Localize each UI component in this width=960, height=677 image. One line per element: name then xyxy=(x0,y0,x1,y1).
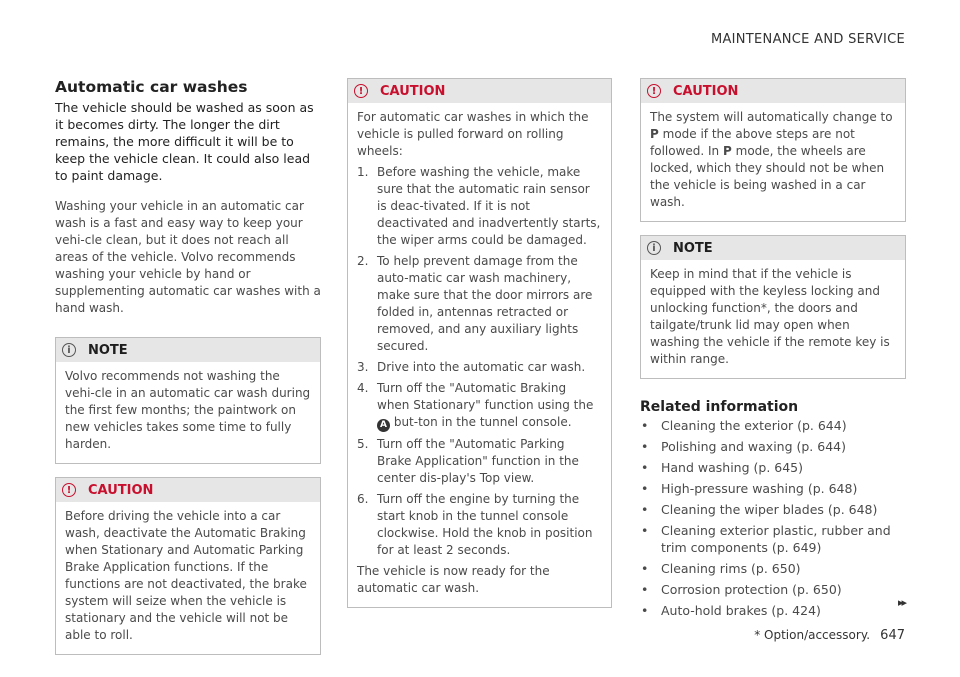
gear-letter: P xyxy=(650,127,659,141)
step-item xyxy=(357,359,602,376)
note-box xyxy=(55,337,321,464)
page-footer xyxy=(754,628,905,643)
related-link[interactable]: Cleaning the wiper blades (p. 648) xyxy=(661,502,878,517)
caution-text: Before driving the vehicle into a car wash, deactivate the Automatic Braking when Stationary and Automatic Parking Brake Application functions. If the functions are not deactivated, the brake system will seize when the vehicle is stationary and the vehicle will not be able to roll. xyxy=(65,509,307,642)
related-link[interactable]: Auto-hold brakes (p. 424) xyxy=(661,603,821,618)
list-item[interactable] xyxy=(640,480,906,497)
related-link[interactable]: Cleaning exterior plastic, rubber and trim components (p. 649) xyxy=(661,523,891,555)
list-item[interactable] xyxy=(640,602,906,619)
caution-outro: The vehicle is now ready for the automatic car wash. xyxy=(357,564,550,595)
step-text-part: but-ton in the tunnel console. xyxy=(393,415,572,429)
step-text-part: Turn off the "Automatic Braking when Stationary" function using the xyxy=(377,381,594,412)
step-item xyxy=(357,380,602,432)
related-link[interactable]: Cleaning the exterior (p. 644) xyxy=(661,418,847,433)
option-asterisk: * xyxy=(760,301,767,315)
info-circle-icon: i xyxy=(62,343,76,357)
step-text: To help prevent damage from the auto-matic car wash machinery, make sure that the door mirrors are folded in, antennas retracted or removed, and any auxiliary lights secured. xyxy=(377,254,593,353)
caution-box xyxy=(640,78,906,222)
bullet-icon: • xyxy=(641,603,649,618)
bullet-icon: • xyxy=(641,502,649,517)
note-text xyxy=(641,260,905,378)
auto-brake-button-icon: A xyxy=(377,419,390,432)
list-item[interactable] xyxy=(640,459,906,476)
bullet-icon: • xyxy=(641,582,649,597)
step-item xyxy=(357,253,602,355)
column-3 xyxy=(640,78,906,623)
step-text xyxy=(377,380,602,432)
caution-header xyxy=(348,79,611,103)
step-number: 1. xyxy=(357,165,369,179)
step-list xyxy=(357,164,602,559)
related-link[interactable]: Corrosion protection (p. 650) xyxy=(661,582,842,597)
bullet-icon: • xyxy=(641,523,649,538)
step-text: Before washing the vehicle, make sure that the automatic rain sensor is deac-tivated. If it is not deactivated and inadvertently starts, the wiper arms could be damaged. xyxy=(377,165,601,247)
caution-intro: For automatic car washes in which the vehicle is pulled forward on rolling wheels: xyxy=(357,110,589,158)
note-heading: NOTE xyxy=(88,342,128,358)
step-number: 6. xyxy=(357,492,369,506)
body-paragraph: Washing your vehicle in an automatic car wash is a fast and easy way to keep your vehi-cle clean, but it does not reach all areas of the vehicle. Volvo recommends washing your vehicle by hand or supplementing automatic car washes with a hand wash. xyxy=(55,199,321,315)
caution-heading: CAUTION xyxy=(380,83,446,99)
lead-paragraph: The vehicle should be washed as soon as it becomes dirty. The longer the dirt remains, the more difficult it will be to keep the vehicle clean. It could also lead to paint damage. xyxy=(55,100,314,183)
related-heading: Related information xyxy=(640,399,799,415)
step-number: 5. xyxy=(357,437,369,451)
note-heading: NOTE xyxy=(673,240,713,256)
list-item[interactable] xyxy=(640,581,906,598)
related-information xyxy=(640,399,906,619)
column-1 xyxy=(55,78,321,655)
list-item[interactable] xyxy=(640,501,906,518)
exclamation-circle-icon: ! xyxy=(62,483,76,497)
step-text: Drive into the automatic car wash. xyxy=(377,360,586,374)
note-text: Volvo recommends not washing the vehi-cle in an automatic car wash during the first few months; the paintwork on new vehicles takes some time to fully harden. xyxy=(65,369,311,451)
caution-body xyxy=(348,103,611,607)
bullet-icon: • xyxy=(641,460,649,475)
step-item xyxy=(357,164,602,249)
step-item xyxy=(357,491,602,559)
step-number: 2. xyxy=(357,254,369,268)
bullet-icon: • xyxy=(641,418,649,433)
caution-heading: CAUTION xyxy=(673,83,739,99)
caution-box xyxy=(55,477,321,655)
step-item xyxy=(357,436,602,487)
page-title: Automatic car washes xyxy=(55,78,248,96)
list-item[interactable] xyxy=(640,522,906,556)
step-number: 4. xyxy=(357,381,369,395)
related-link[interactable]: Polishing and waxing (p. 644) xyxy=(661,439,846,454)
caution-box xyxy=(347,78,612,608)
list-item[interactable] xyxy=(640,417,906,434)
step-number: 3. xyxy=(357,360,369,374)
column-2 xyxy=(347,78,612,608)
info-circle-icon: i xyxy=(647,241,661,255)
caution-header xyxy=(641,79,905,103)
gear-letter: P xyxy=(723,144,732,158)
caution-text-part: The system will automatically change to xyxy=(650,110,893,124)
page-number: 647 xyxy=(880,628,905,643)
continue-arrows-icon: ▸▸ xyxy=(897,596,905,609)
related-link[interactable]: High-pressure washing (p. 648) xyxy=(661,481,858,496)
related-list xyxy=(640,417,906,619)
related-link[interactable]: Cleaning rims (p. 650) xyxy=(661,561,801,576)
note-box xyxy=(640,235,906,379)
caution-heading: CAUTION xyxy=(88,482,154,498)
caution-header xyxy=(56,478,320,502)
list-item[interactable] xyxy=(640,438,906,455)
note-text-part: , the doors and tailgate/trunk lid may open when washing the vehicle if the remote key is within range. xyxy=(650,301,890,366)
caution-text xyxy=(641,103,905,221)
step-text: Turn off the "Automatic Parking Brake Application" function in the center dis-play's Top view. xyxy=(377,437,579,485)
bullet-icon: • xyxy=(641,481,649,496)
step-text: Turn off the engine by turning the start knob in the tunnel console clockwise. Hold the knob in position for at least 2 seconds. xyxy=(377,492,593,557)
note-text-part: Keep in mind that if the vehicle is equipped with the keyless locking and unlocking function xyxy=(650,267,880,315)
option-footnote: * Option/accessory. xyxy=(754,628,871,642)
exclamation-circle-icon: ! xyxy=(647,84,661,98)
bullet-icon: • xyxy=(641,439,649,454)
caution-text-part: mode if the above steps are not followed. In xyxy=(650,127,855,158)
note-header xyxy=(56,338,320,362)
list-item[interactable] xyxy=(640,560,906,577)
bullet-icon: • xyxy=(641,561,649,576)
section-header: MAINTENANCE AND SERVICE xyxy=(710,32,905,47)
exclamation-circle-icon: ! xyxy=(354,84,368,98)
note-header xyxy=(641,236,905,260)
caution-text-part: mode, the wheels are locked, which they should not be when the vehicle is being washed in a car wash. xyxy=(650,144,885,209)
related-link[interactable]: Hand washing (p. 645) xyxy=(661,460,804,475)
